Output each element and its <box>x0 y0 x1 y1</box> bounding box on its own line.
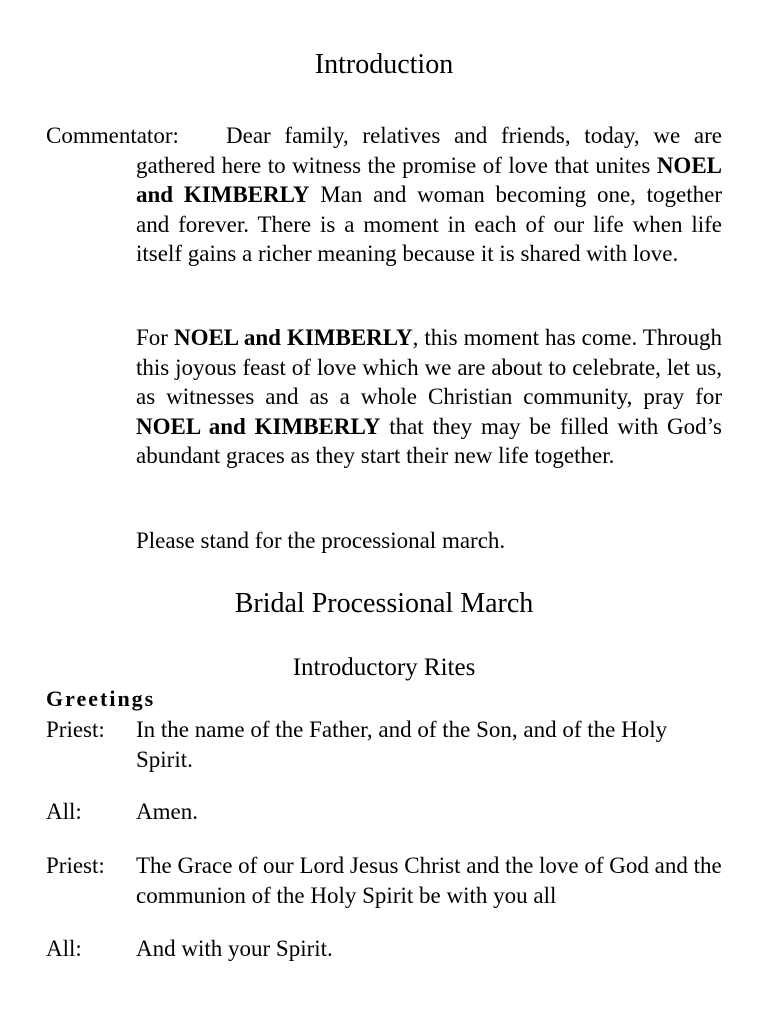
couple-names: NOEL and KIMBERLY <box>136 152 722 207</box>
p2-text-c: that they may be filled with God’s abundant graces as they start their new life together. <box>136 413 722 468</box>
dialogue-text: In the name of the Father, and of the Son, and of the Holy Spirit. <box>136 717 668 772</box>
bridal-march-heading: Bridal Processional March <box>234 588 534 619</box>
p1-text-a: Dear family, relatives and friends, today, we are gathered here to witness the promise of love that unites <box>136 123 722 178</box>
p2-text-b: , this moment has come. Through this joyous feast of love which we are about to celebrate, let us, as witnesses and as a whole Christian community, pray for <box>136 325 722 409</box>
p1-text-b: Man and woman becoming one, together and forever. There is a moment in each of our life when life itself gains a richer meaning because it is shared with love. <box>136 182 722 266</box>
p2-text-a: For <box>136 325 174 350</box>
introductory-rites-heading: Introductory Rites <box>292 654 476 681</box>
commentator-label: Commentator: <box>46 123 179 148</box>
dialogue-text: The Grace of our Lord Jesus Christ and the love of God and the communion of the Holy Spirit be with you all <box>136 853 722 908</box>
introduction-paragraph-3: Please stand for the processional march. <box>136 528 506 553</box>
introduction-heading: Introduction <box>314 49 454 80</box>
introduction-paragraph-2 <box>136 323 722 471</box>
speaker-label: All: <box>46 799 82 824</box>
dialogue-text: And with your Spirit. <box>136 936 333 961</box>
speaker-label: All: <box>46 936 82 961</box>
greetings-heading: Greetings <box>46 686 156 711</box>
couple-names: NOEL and KIMBERLY <box>136 413 381 439</box>
dialogue-text: Amen. <box>136 799 198 824</box>
introduction-paragraph-1 <box>136 121 722 269</box>
couple-names: NOEL and KIMBERLY <box>173 325 413 350</box>
speaker-label: Priest: <box>46 853 105 878</box>
speaker-label: Priest: <box>46 717 105 742</box>
